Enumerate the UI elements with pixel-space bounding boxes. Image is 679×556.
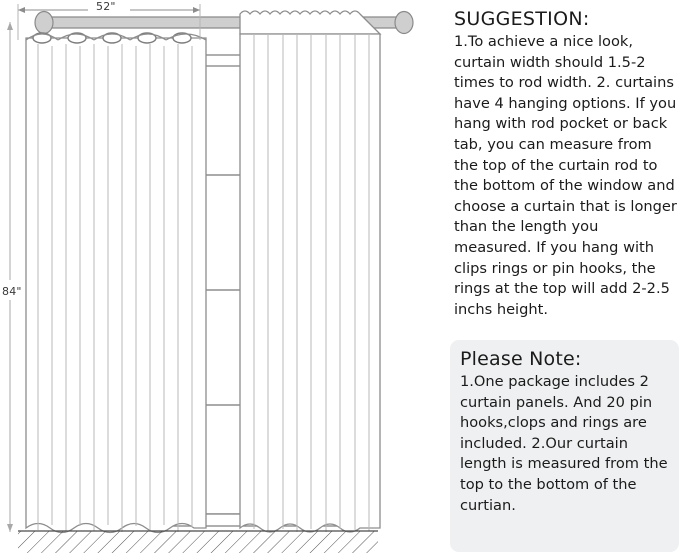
note-title: Please Note:: [460, 348, 582, 370]
suggestion-title: SUGGESTION:: [454, 8, 590, 30]
curtain-panel-left: [26, 38, 206, 533]
height-dimension-label: 84": [2, 285, 22, 298]
height-dimension: [7, 22, 13, 532]
floor-hatching: [18, 531, 378, 553]
suggestion-block: [454, 8, 679, 320]
curtain-panel-right: [240, 11, 380, 532]
width-dimension-label: 52": [96, 0, 116, 13]
text-column: [446, 0, 679, 556]
suggestion-body: 1.To achieve a nice look, curtain width should 1.5-2 times to rod width. 2. curtains have 4 hanging options. If you hang with rod pocket or back tab, you can measure from the top of the curtain rod to the bottom of the window and choose a curtain that is longer than the length you measured. If you hang with clips rings or pin hooks, the rings at the top will add 2-2.5 inchs height.: [454, 33, 677, 318]
note-body: 1.One package includes 2 curtain panels. And 20 pin hooks,clops and rings are included. 2.Our curtain length is measured from the top to the bottom of the curtian.: [460, 373, 668, 514]
note-block: [450, 340, 679, 552]
